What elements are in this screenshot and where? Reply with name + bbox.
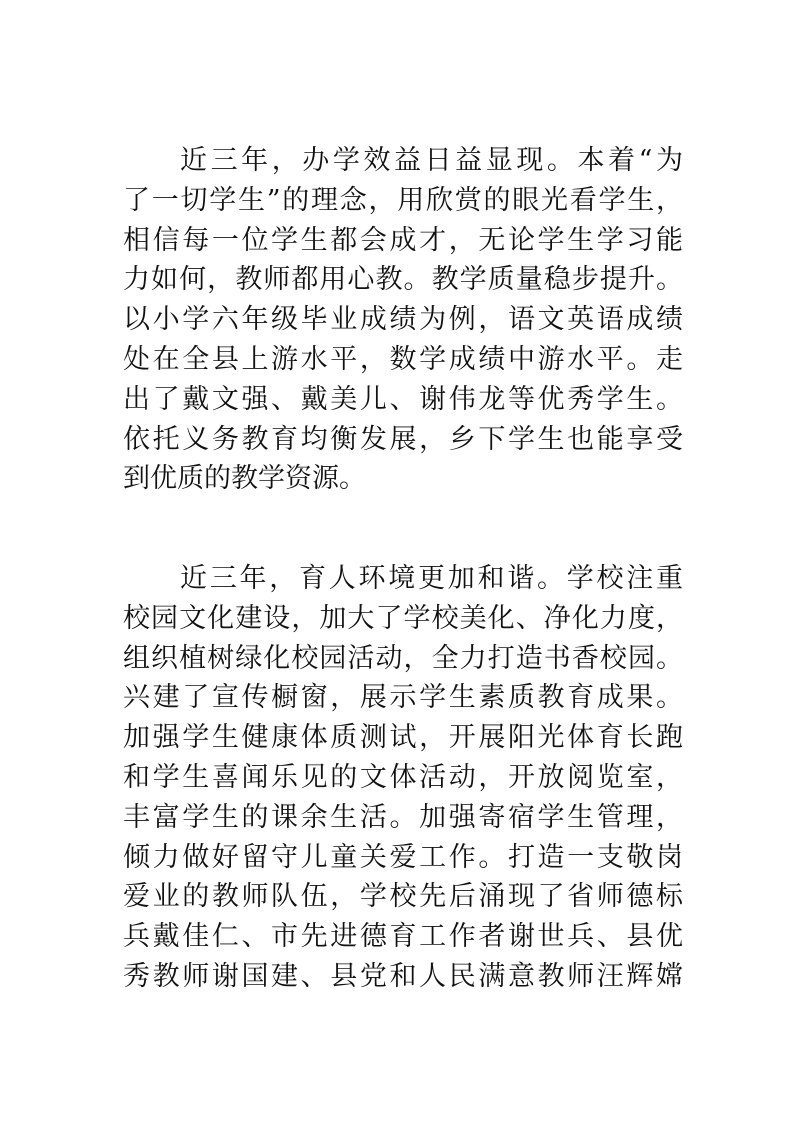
paragraph-line: 近三年，育人环境更加和谐。学校注重: [180, 563, 683, 594]
paragraph-line: 兵戴佳仁、市先进德育工作者谢世兵、县优: [123, 921, 683, 953]
paragraph-school-environment: [123, 559, 683, 997]
paragraph-line: 了一切学生”的理念，用欣赏的眼光看学生，: [123, 184, 683, 216]
paragraph-academic-results: [123, 141, 683, 499]
paragraph-line: 秀教师谢国建、县党和人民满意教师汪辉嫦: [123, 960, 683, 992]
paragraph-line: 组织植树绿化校园活动，全力打造书香校园。: [123, 642, 683, 674]
paragraph-line: 以小学六年级毕业成绩为例，语文英语成绩: [123, 304, 683, 336]
paragraph-line: 近三年，办学效益日益显现。本着“为: [180, 145, 683, 176]
paragraph-line: 出了戴文强、戴美儿、谢伟龙等优秀学生。: [123, 383, 683, 415]
paragraph-line: 处在全县上游水平，数学成绩中游水平。走: [123, 343, 683, 375]
paragraph-line: 力如何，教师都用心教。教学质量稳步提升。: [123, 264, 683, 296]
paragraph-line: 丰富学生的课余生活。加强寄宿学生管理，: [123, 801, 683, 833]
paragraph-line: 倾力做好留守儿童关爱工作。打造一支敬岗: [123, 841, 683, 873]
paragraph-line: 校园文化建设，加大了学校美化、净化力度，: [123, 602, 683, 634]
paragraph-line: 到优质的教学资源。: [123, 463, 366, 495]
paragraph-line: 兴建了宣传橱窗，展示学生素质教育成果。: [123, 682, 683, 714]
paragraph-line: 爱业的教师队伍，学校先后涌现了省师德标: [123, 881, 683, 913]
paragraph-line: 依托义务教育均衡发展，乡下学生也能享受: [123, 423, 683, 455]
paragraph-line: 和学生喜闻乐见的文体活动，开放阅览室，: [123, 761, 683, 793]
paragraph-line: 相信每一位学生都会成才，无论学生学习能: [123, 224, 683, 256]
paragraph-line: 加强学生健康体质测试，开展阳光体育长跑: [123, 722, 683, 754]
